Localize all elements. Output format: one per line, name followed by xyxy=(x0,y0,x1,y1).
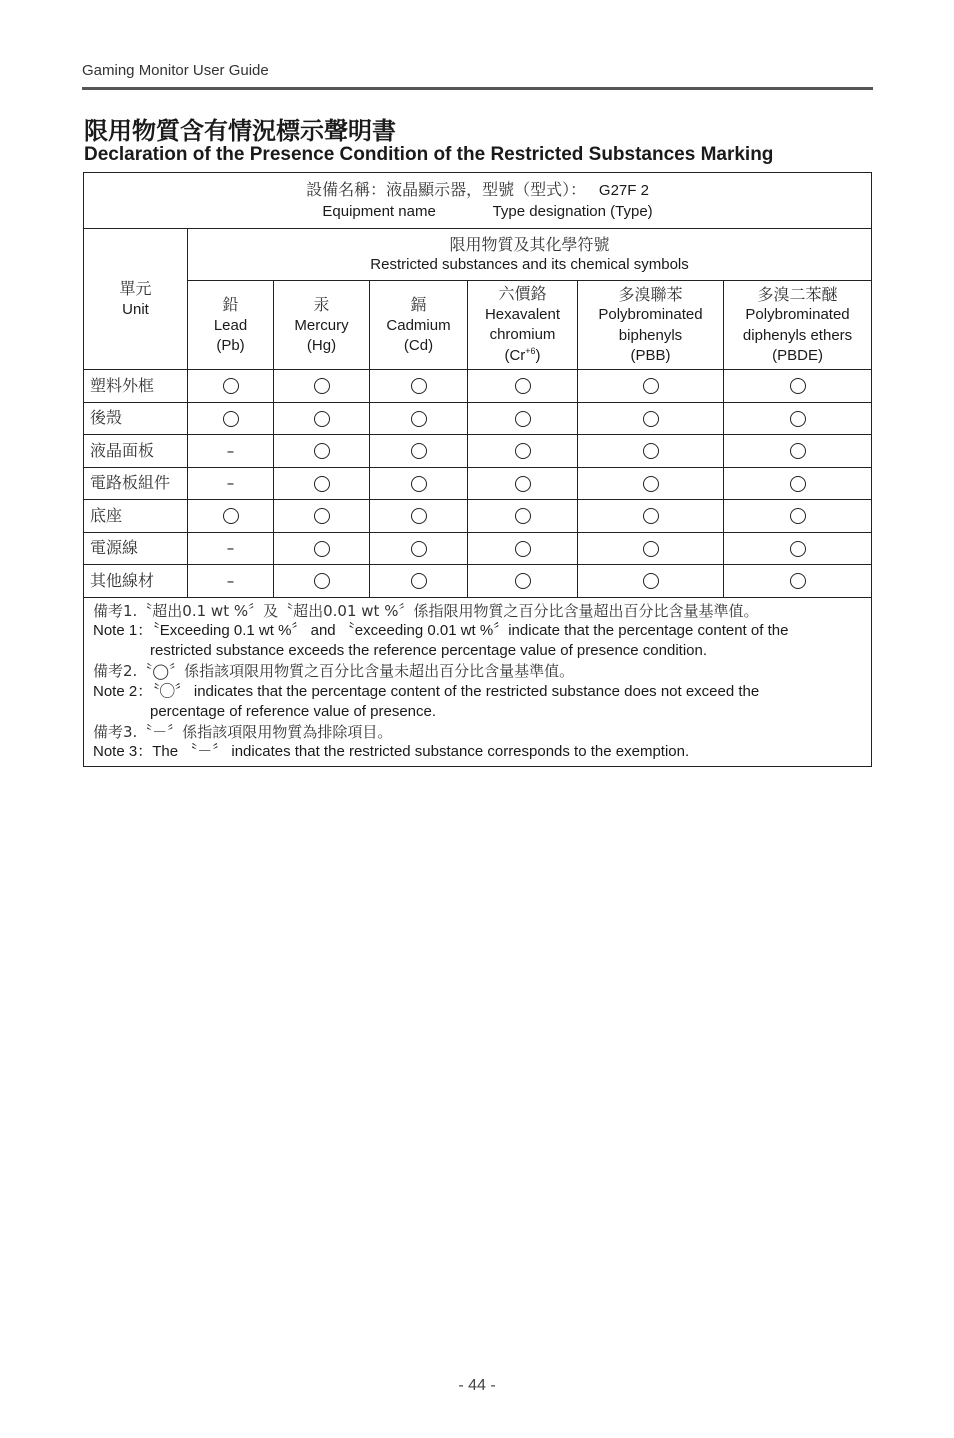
column-header-cadmium xyxy=(370,281,468,370)
unit-label-en: Unit xyxy=(122,300,149,318)
mark-cell xyxy=(724,500,872,533)
pbb-en-1: Polybrominated xyxy=(598,306,703,324)
pbb-cn: 多溴聯苯 xyxy=(618,284,683,304)
circle-icon xyxy=(643,378,659,394)
dash-icon: – xyxy=(226,571,235,590)
circle-icon xyxy=(643,508,659,524)
circle-icon xyxy=(314,443,330,459)
note-3-cn: 備考3.〝－〞係指該項限用物質為排除項目。 xyxy=(93,723,393,741)
mark-cell xyxy=(468,467,578,500)
type-label-en: Type designation (Type) xyxy=(492,203,653,220)
note-1-en: Note 1：〝Exceeding 0.1 wt %〞 and 〝exceeding 0.01 wt %〞indicate that the percentage content of the xyxy=(93,621,789,639)
chromium-en-2: chromium xyxy=(489,326,556,344)
mark-cell xyxy=(274,500,370,533)
mark-cell xyxy=(188,435,274,468)
note-2-en: Note 2：〝◯〞 indicates that the percentage content of the restricted substance does not exceed the xyxy=(93,682,760,700)
mercury-cn: 汞 xyxy=(313,294,330,314)
circle-icon xyxy=(314,541,330,557)
substances-group-header xyxy=(188,229,872,281)
note-3-en: Note 3：The 〝－〞 indicates that the restricted substance corresponds to the exemption. xyxy=(93,743,690,761)
lead-cn: 鉛 xyxy=(222,294,239,314)
mark-cell xyxy=(274,565,370,598)
column-header-row xyxy=(84,281,872,370)
circle-icon xyxy=(411,411,427,427)
table-row xyxy=(84,565,872,598)
mark-cell xyxy=(724,370,872,403)
table-row xyxy=(84,402,872,435)
pbb-en-2: biphenyls xyxy=(618,326,683,344)
mark-cell xyxy=(370,435,468,468)
circle-icon xyxy=(790,443,806,459)
pbde-en-1: Polybrominated xyxy=(745,306,850,324)
circle-icon xyxy=(411,443,427,459)
circle-icon xyxy=(314,476,330,492)
circle-icon xyxy=(643,476,659,492)
circle-icon xyxy=(790,476,806,492)
circle-icon xyxy=(515,443,531,459)
circle-icon xyxy=(411,508,427,524)
mark-cell xyxy=(468,565,578,598)
circle-icon xyxy=(515,476,531,492)
equipment-row xyxy=(84,173,872,229)
column-header-pbde xyxy=(724,281,872,370)
page-title-cn: 限用物質含有情況標示聲明書 xyxy=(84,117,396,145)
unit-cell: 電源線 xyxy=(84,532,188,565)
mark-cell xyxy=(578,565,724,598)
mark-cell xyxy=(578,435,724,468)
circle-icon xyxy=(515,411,531,427)
circle-icon xyxy=(314,573,330,589)
mark-cell xyxy=(188,370,274,403)
cadmium-symbol: (Cd) xyxy=(403,336,434,354)
pbb-symbol: (PBB) xyxy=(630,346,671,364)
group-header-row xyxy=(84,229,872,281)
dash-icon: – xyxy=(226,441,235,460)
mark-cell xyxy=(578,532,724,565)
circle-icon xyxy=(643,573,659,589)
pbde-en-2: diphenyls ethers xyxy=(742,326,853,344)
mark-cell xyxy=(188,467,274,500)
circle-icon xyxy=(411,378,427,394)
model-value: G27F 2 xyxy=(598,181,649,199)
page-title-en: Declaration of the Presence Condition of the Restricted Substances Marking xyxy=(84,144,774,165)
circle-icon xyxy=(515,508,531,524)
circle-icon xyxy=(515,378,531,394)
equipment-label-en: Equipment name xyxy=(322,203,436,220)
mark-cell xyxy=(370,565,468,598)
circle-icon xyxy=(314,378,330,394)
circle-icon xyxy=(643,411,659,427)
circle-icon xyxy=(515,541,531,557)
mark-cell xyxy=(578,500,724,533)
circle-icon xyxy=(790,508,806,524)
mark-cell xyxy=(468,402,578,435)
unit-cell: 後殼 xyxy=(84,402,188,435)
mark-cell xyxy=(188,500,274,533)
notes-cell xyxy=(84,597,872,766)
mark-cell xyxy=(188,532,274,565)
chromium-superscript: +6 xyxy=(525,346,536,357)
unit-label-cn: 單元 xyxy=(119,279,152,299)
mark-cell xyxy=(370,370,468,403)
table-row xyxy=(84,370,872,403)
circle-icon xyxy=(411,573,427,589)
note-1-cn: 備考1.〝超出0.1 wt %〞及〝超出0.01 wt %〞係指限用物質之百分比含量超出百分比含量基準值。 xyxy=(93,601,759,620)
mark-cell xyxy=(468,370,578,403)
mark-cell xyxy=(578,467,724,500)
circle-icon xyxy=(790,541,806,557)
unit-cell: 液晶面板 xyxy=(84,435,188,468)
mark-cell xyxy=(188,402,274,435)
mark-cell xyxy=(274,467,370,500)
restricted-substances-table xyxy=(83,172,872,767)
equipment-cell xyxy=(84,173,872,229)
chromium-symbol-close: ) xyxy=(535,347,541,365)
circle-icon xyxy=(643,541,659,557)
chromium-en-1: Hexavalent xyxy=(484,305,561,323)
circle-icon xyxy=(411,541,427,557)
circle-icon xyxy=(790,411,806,427)
chromium-symbol-base: (Cr xyxy=(504,347,526,365)
chromium-symbol xyxy=(468,345,577,366)
table-row xyxy=(84,435,872,468)
unit-cell: 底座 xyxy=(84,500,188,533)
mark-cell xyxy=(274,532,370,565)
mark-cell xyxy=(724,467,872,500)
mark-cell xyxy=(468,500,578,533)
circle-icon xyxy=(790,378,806,394)
mark-cell xyxy=(188,565,274,598)
circle-icon xyxy=(223,378,239,394)
group-label-en: Restricted substances and its chemical symbols xyxy=(370,256,689,274)
circle-icon xyxy=(314,411,330,427)
lead-en: Lead xyxy=(213,316,248,334)
pbde-cn: 多溴二苯醚 xyxy=(757,284,838,304)
circle-icon xyxy=(790,573,806,589)
equipment-label-cn: 設備名稱：液晶顯示器，型號（型式）： xyxy=(306,179,587,199)
page-number: - 44 - xyxy=(458,1377,496,1394)
mark-cell xyxy=(274,435,370,468)
running-header: Gaming Monitor User Guide xyxy=(82,62,269,79)
note-1-en-continued: restricted substance exceeds the reference percentage value of presence condition. xyxy=(150,642,708,659)
mark-cell xyxy=(370,500,468,533)
column-header-mercury xyxy=(274,281,370,370)
dash-icon: – xyxy=(226,539,235,558)
circle-icon xyxy=(411,476,427,492)
mark-cell xyxy=(724,532,872,565)
mark-cell xyxy=(370,467,468,500)
pbde-symbol: (PBDE) xyxy=(772,346,823,364)
header-divider xyxy=(82,87,873,90)
mark-cell xyxy=(724,402,872,435)
note-2-en-continued: percentage of reference value of presence. xyxy=(150,702,437,720)
circle-icon xyxy=(643,443,659,459)
lead-symbol: (Pb) xyxy=(216,336,245,354)
circle-icon xyxy=(515,573,531,589)
cadmium-cn: 鎘 xyxy=(410,294,427,314)
notes-row xyxy=(84,597,872,766)
circle-icon xyxy=(223,411,239,427)
chromium-cn: 六價鉻 xyxy=(498,284,547,304)
table-row xyxy=(84,467,872,500)
mark-cell xyxy=(468,435,578,468)
mark-cell xyxy=(578,402,724,435)
mark-cell xyxy=(724,565,872,598)
mark-cell xyxy=(578,370,724,403)
mark-cell xyxy=(724,435,872,468)
mark-cell xyxy=(370,532,468,565)
column-header-lead xyxy=(188,281,274,370)
mercury-symbol: (Hg) xyxy=(306,336,337,354)
mark-cell xyxy=(274,402,370,435)
circle-icon xyxy=(314,508,330,524)
unit-cell: 塑料外框 xyxy=(84,370,188,403)
cadmium-en: Cadmium xyxy=(386,316,451,334)
mercury-en: Mercury xyxy=(294,316,349,334)
group-label-cn: 限用物質及其化學符號 xyxy=(449,234,610,254)
unit-header-cell xyxy=(84,229,188,370)
table-row xyxy=(84,532,872,565)
unit-cell: 電路板組件 xyxy=(84,467,188,500)
column-header-pbb xyxy=(578,281,724,370)
dash-icon: – xyxy=(226,474,235,493)
mark-cell xyxy=(370,402,468,435)
circle-icon xyxy=(223,508,239,524)
column-header-chromium xyxy=(468,281,578,370)
table-body xyxy=(84,370,872,598)
unit-cell: 其他線材 xyxy=(84,565,188,598)
table-row xyxy=(84,500,872,533)
mark-cell xyxy=(274,370,370,403)
mark-cell xyxy=(468,532,578,565)
note-2-cn: 備考2.〝◯〞係指該項限用物質之百分比含量未超出百分比含量基準值。 xyxy=(93,662,575,681)
